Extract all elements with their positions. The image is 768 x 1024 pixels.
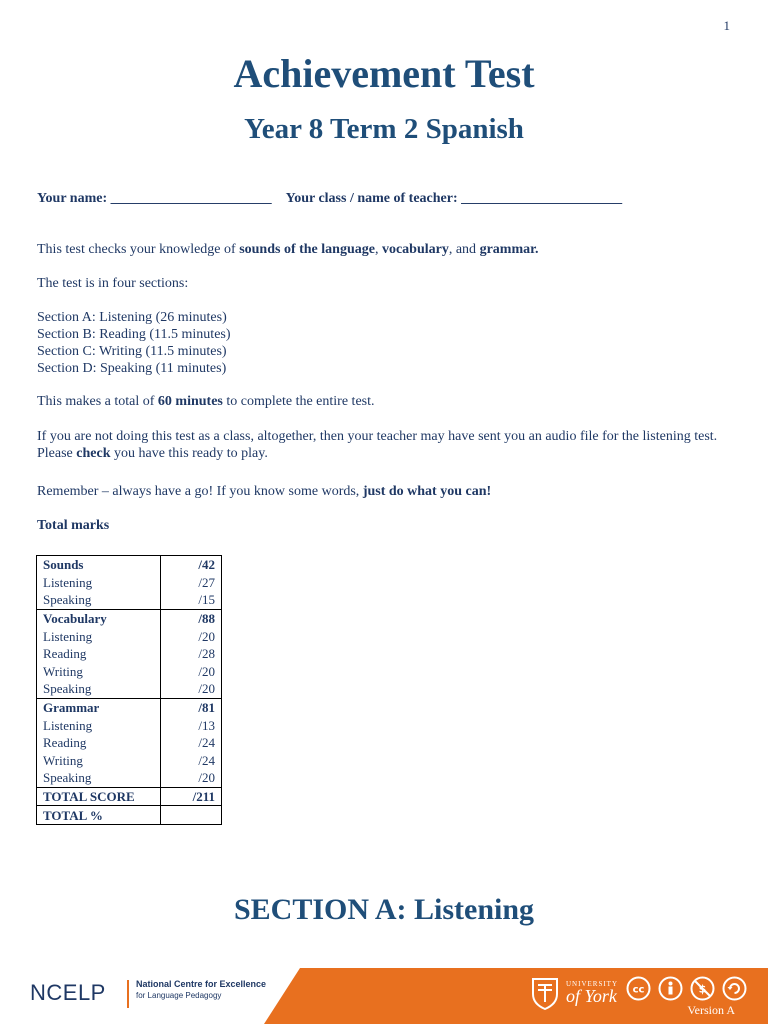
cc-icon bbox=[626, 976, 651, 1006]
ncelp-full-name: National Centre for Excellence for Language Pedagogy bbox=[136, 979, 267, 1000]
table-row-vocabulary: Vocabulary /88 bbox=[37, 609, 222, 627]
marks-table bbox=[36, 555, 222, 825]
section-list-item: Section B: Reading (11.5 minutes) bbox=[37, 327, 231, 342]
section-list-item: Section C: Writing (11.5 minutes) bbox=[37, 344, 227, 359]
ncelp-logo: NCELP bbox=[30, 980, 106, 1005]
university-small-text: UNIVERSITY bbox=[566, 980, 618, 988]
table-row: Speaking /20 bbox=[37, 680, 222, 698]
table-row: Reading /28 bbox=[37, 645, 222, 663]
table-row: Writing /20 bbox=[37, 663, 222, 681]
name-line bbox=[37, 191, 622, 207]
table-row: Listening /20 bbox=[37, 627, 222, 645]
attribution-icon bbox=[658, 976, 683, 1006]
total-marks-heading: Total marks bbox=[37, 518, 110, 533]
table-row: Writing /24 bbox=[37, 752, 222, 770]
page-subtitle: Year 8 Term 2 Spanish bbox=[244, 113, 524, 145]
table-row-sounds: Sounds /42 bbox=[37, 556, 222, 574]
section-list-item: Section A: Listening (26 minutes) bbox=[37, 310, 227, 325]
svg-text:cc: cc bbox=[632, 984, 645, 996]
intro-paragraph-1: This test checks your knowledge of sounds of the language, vocabulary, and grammar. bbox=[37, 242, 539, 257]
university-of-york-logo bbox=[530, 976, 620, 1010]
table-row-grammar: Grammar /81 bbox=[37, 698, 222, 716]
your-class-field: Your class / name of teacher: _______________________ bbox=[285, 191, 623, 206]
york-crest-icon bbox=[530, 976, 560, 1010]
section-a-heading: SECTION A: Listening bbox=[233, 893, 535, 926]
table-row: Listening /13 bbox=[37, 716, 222, 734]
table-row: Listening /27 bbox=[37, 574, 222, 592]
university-name-text: of York bbox=[566, 986, 617, 1006]
non-commercial-icon bbox=[690, 976, 715, 1006]
share-alike-icon bbox=[722, 976, 747, 1006]
intro-paragraph-audio: If you are not doing this test as a class, altogether, then your teacher may have sent you an audio file for the listening test. Please check you have this ready to play. bbox=[37, 429, 718, 461]
svg-text:$: $ bbox=[698, 982, 707, 996]
page-footer bbox=[0, 968, 768, 1024]
ncelp-divider bbox=[127, 980, 129, 1008]
intro-paragraph-remember: Remember – always have a go! If you know some words, just do what you can! bbox=[37, 484, 492, 499]
intro-paragraph-total-time: This makes a total of 60 minutes to complete the entire test. bbox=[37, 394, 375, 409]
table-row-total-score: TOTAL SCORE /211 bbox=[37, 787, 222, 806]
creative-commons-badges bbox=[626, 976, 750, 1002]
table-row-total-percent: TOTAL % bbox=[37, 806, 222, 825]
page-number: 1 bbox=[723, 18, 730, 33]
section-list-item: Section D: Speaking (11 minutes) bbox=[37, 361, 227, 376]
table-row: Reading /24 bbox=[37, 734, 222, 752]
section-list bbox=[37, 309, 737, 377]
your-name-field: Your name: _______________________ bbox=[37, 191, 272, 206]
table-row: Speaking /15 bbox=[37, 591, 222, 609]
table-row: Speaking /20 bbox=[37, 769, 222, 787]
version-label: Version A bbox=[687, 1003, 735, 1017]
intro-paragraph-2: The test is in four sections: bbox=[37, 276, 189, 291]
page-title: Achievement Test bbox=[233, 51, 535, 96]
